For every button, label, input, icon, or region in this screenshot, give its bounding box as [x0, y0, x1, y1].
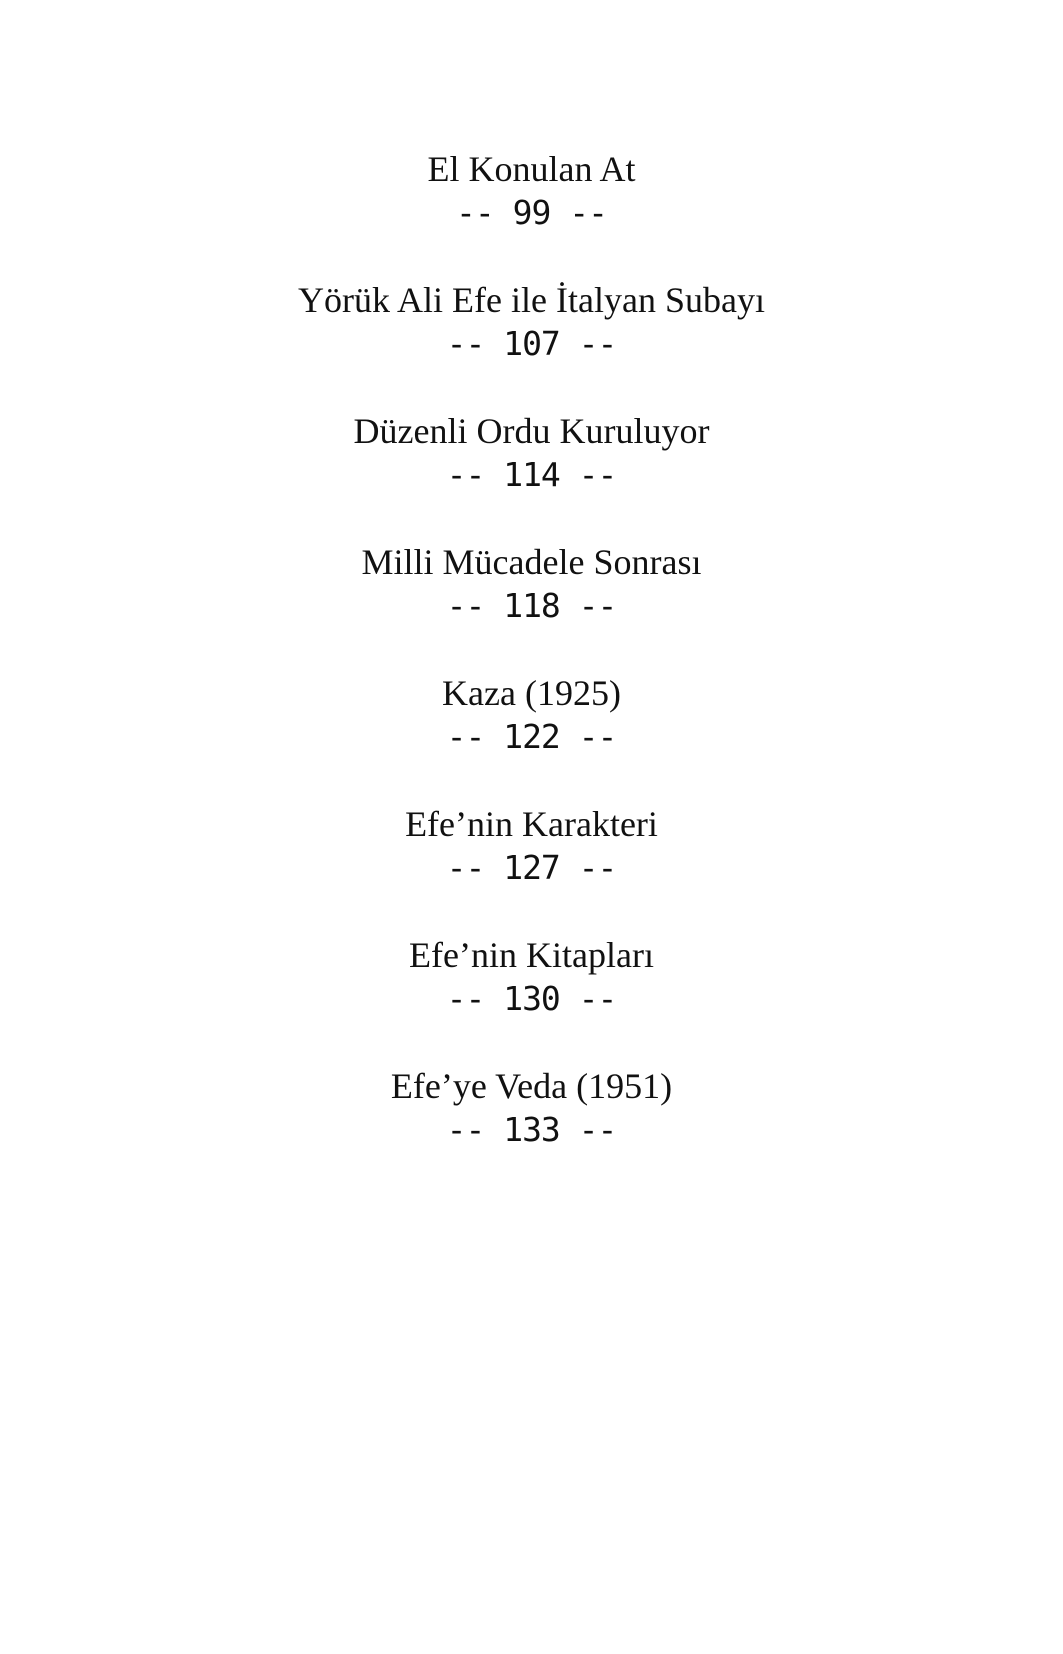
toc-entry: [0, 147, 1063, 278]
toc-entry-title: Efe’nin Kitapları: [409, 935, 654, 975]
toc-entry-title: Düzenli Ordu Kuruluyor: [353, 411, 710, 451]
toc-entry-page-number: -- 118 --: [446, 586, 617, 625]
toc-entry-page-number: -- 130 --: [446, 979, 617, 1018]
toc-entry-title: Efe’ye Veda (1951): [390, 1066, 673, 1106]
toc-entry: [0, 802, 1063, 933]
toc-entry-title: Kaza (1925): [442, 673, 621, 713]
table-of-contents: [0, 147, 1063, 1195]
toc-entry: [0, 540, 1063, 671]
toc-entry: [0, 409, 1063, 540]
toc-entry-page-number: -- 122 --: [446, 717, 617, 756]
toc-entry-title: Efe’nin Karakteri: [405, 804, 658, 844]
toc-entry-page-number: -- 99 --: [456, 193, 607, 232]
toc-entry-page-number: -- 133 --: [446, 1110, 617, 1149]
toc-entry-page-number: -- 114 --: [446, 455, 617, 494]
toc-entry: [0, 671, 1063, 802]
toc-entry-title: El Konulan At: [427, 149, 636, 189]
toc-entry: [0, 278, 1063, 409]
toc-entry: [0, 933, 1063, 1064]
toc-entry: [0, 1064, 1063, 1195]
toc-entry-title: Milli Mücadele Sonrası: [361, 542, 702, 582]
toc-entry-page-number: -- 127 --: [446, 848, 617, 887]
toc-entry-page-number: -- 107 --: [446, 324, 617, 363]
toc-entry-title: Yörük Ali Efe ile İtalyan Subayı: [298, 280, 765, 320]
